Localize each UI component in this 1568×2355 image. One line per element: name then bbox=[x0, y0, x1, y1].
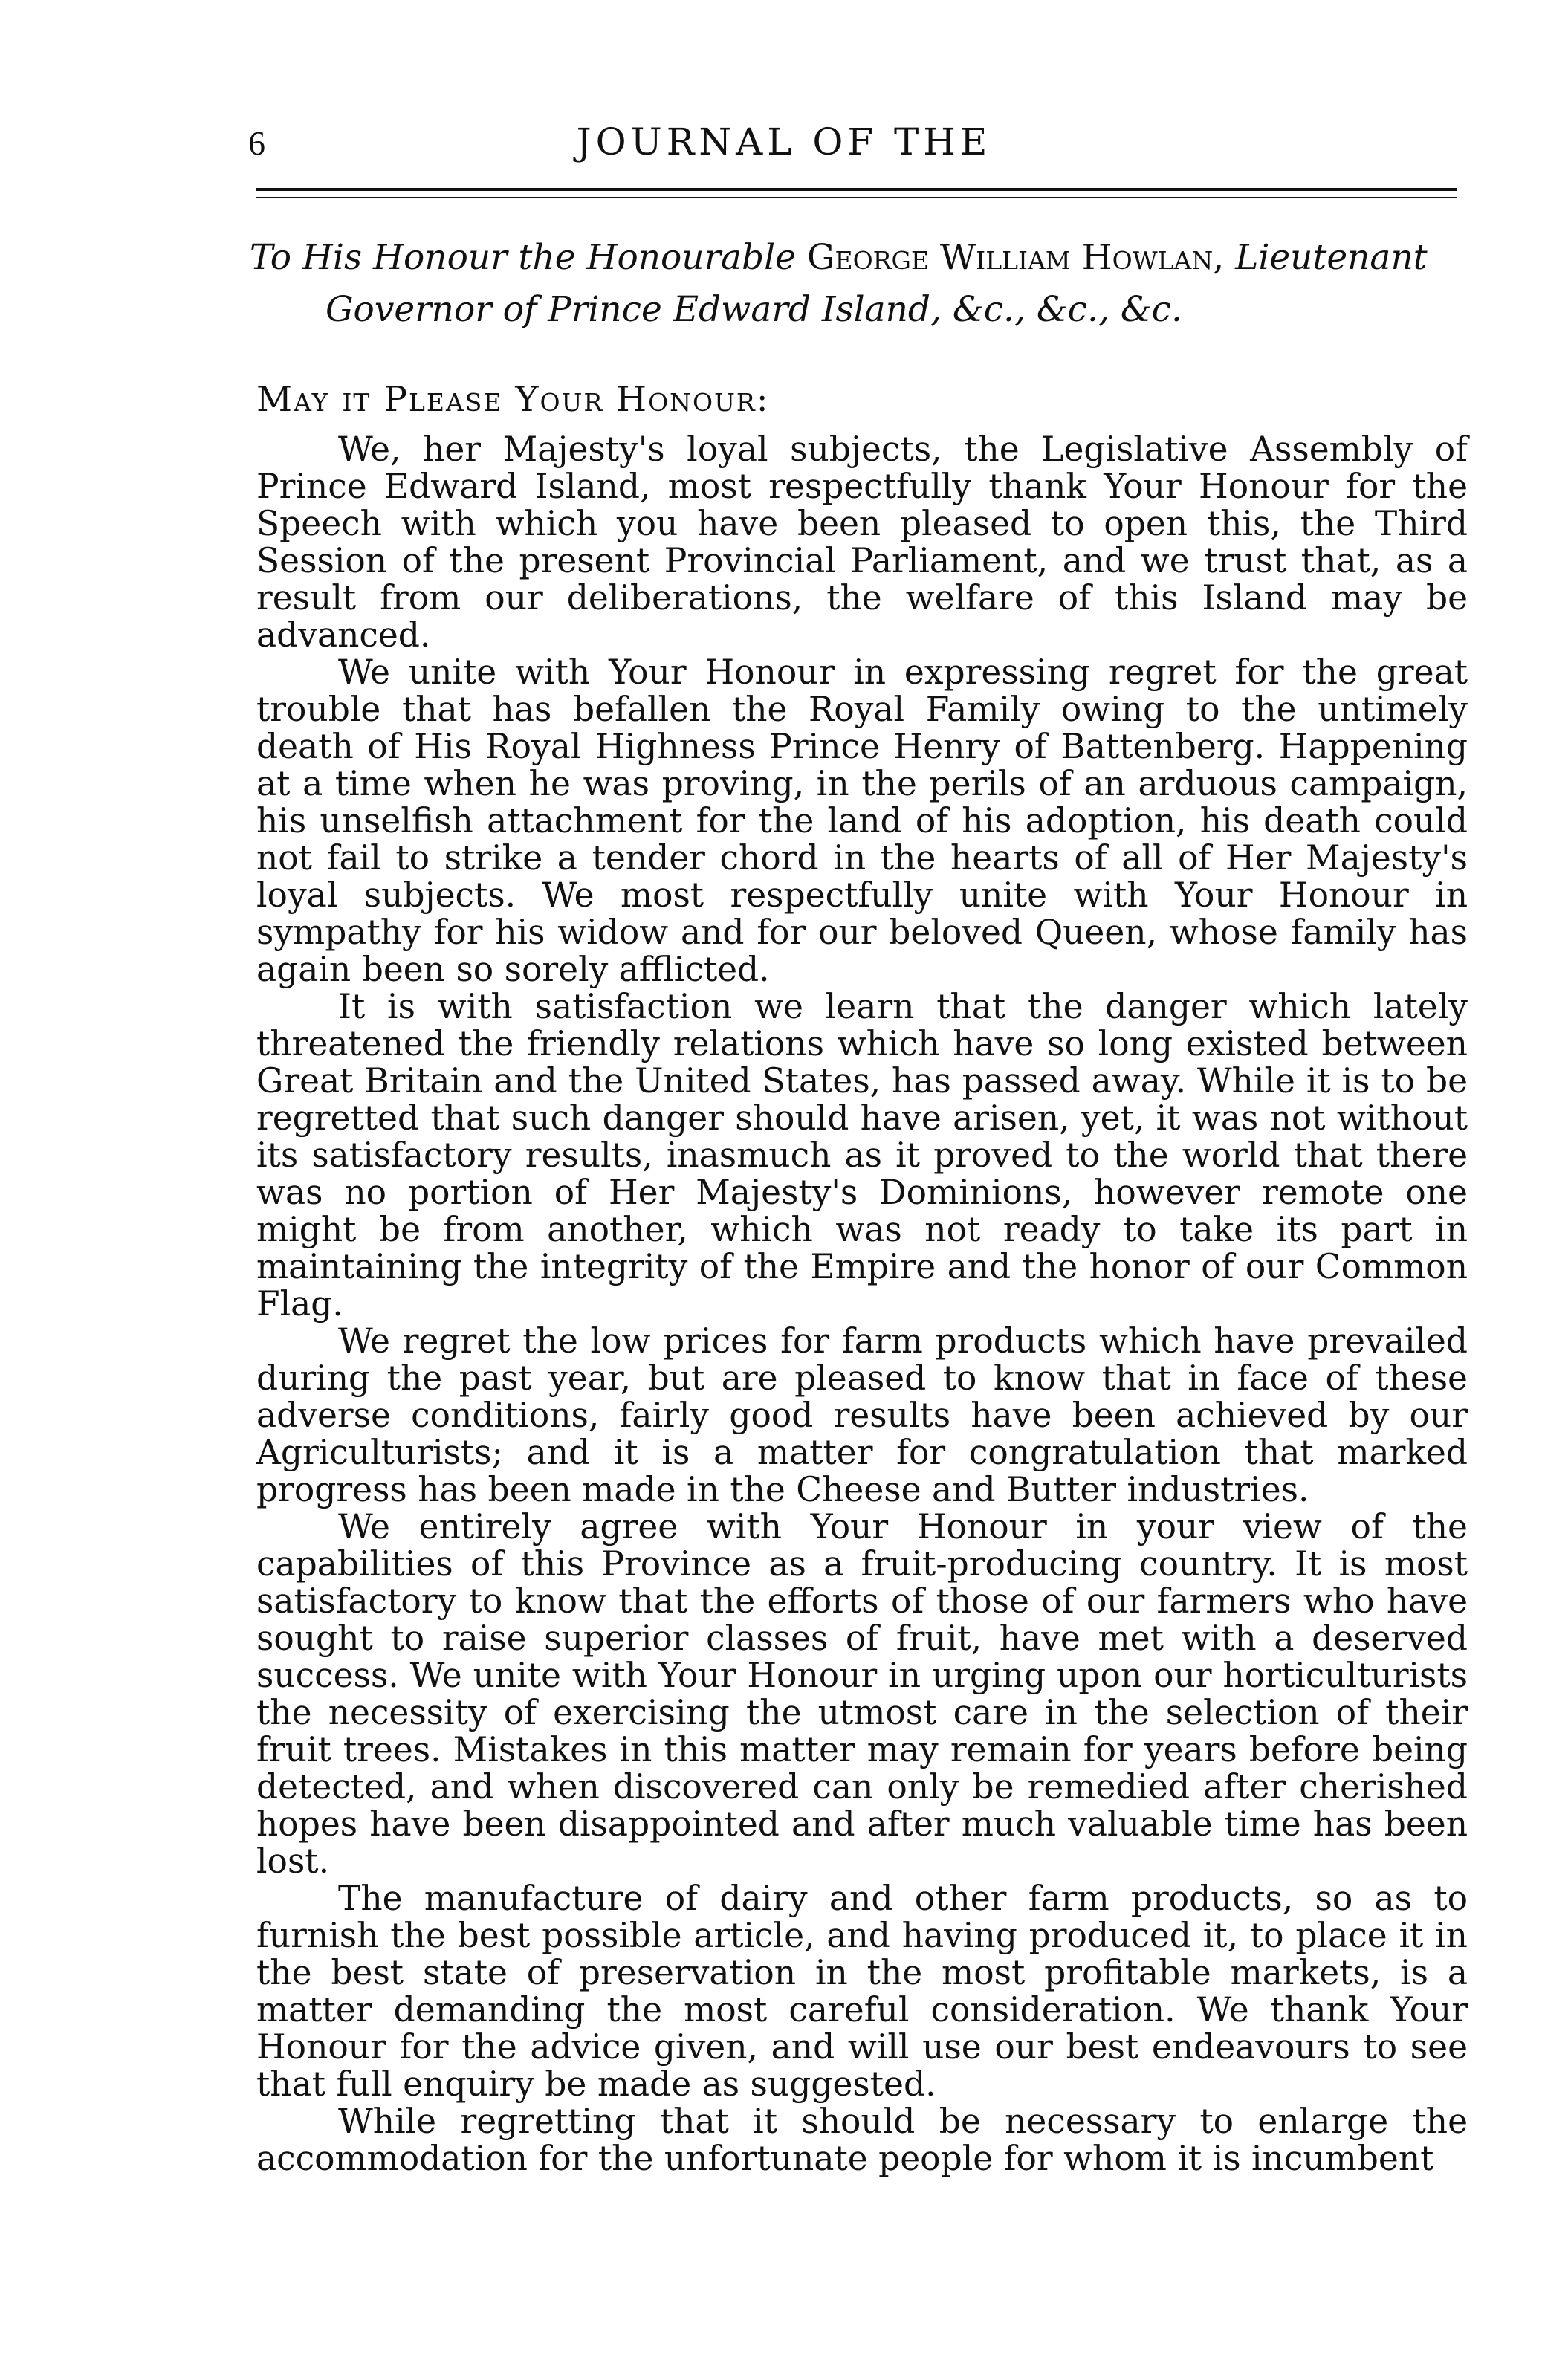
paragraph: The manufacture of dairy and other farm products, so as to furnish the best possible article, and having produced it, to place it in the best state of preservation in the most profitable markets, is a matter demanding the most careful consideration. We thank Your Honour for the advice given, and will use our best endeavours to see that full enquiry be made as suggested. bbox=[256, 1879, 1468, 2104]
address-name: George William Howlan, bbox=[806, 237, 1225, 278]
header-rule-secondary bbox=[256, 197, 1457, 198]
address-to: To His Honour the Honourable bbox=[250, 237, 796, 278]
paragraph: It is with satisfaction we learn that the danger which lately threatened the friendly relations which have so long existed between Great Britain and the United States, has passed away. While it is to be regretted that such danger should have arisen, yet, it was not without its satisfactory results, inasmuch as it proved to the world that there was no portion of Her Majesty's Dominions, however remote one might be from another, which was not ready to take its part in maintaining the integrity of the Empire and the honor of our Common Flag. bbox=[256, 987, 1468, 1324]
address-title-a: Lieutenant bbox=[1235, 237, 1428, 278]
paragraph: While regretting that it should be necessary to enlarge the accommodation for the unfortunate people for whom it is incumbent bbox=[256, 2102, 1468, 2178]
paragraph: We, her Majesty's loyal subjects, the Legislative Assembly of Prince Edward Island, most respectfully thank Your Honour for the Speech with which you have been pleased to open this, the Third Session of the present Provincial Parliament, and we trust that, as a result from our deliberations, the welfare of this Island may be advanced. bbox=[256, 430, 1468, 655]
address-block bbox=[250, 232, 1468, 336]
paragraph: We entirely agree with Your Honour in your view of the capabilities of this Province as a fruit-producing country. It is most satisfactory to know that the efforts of those of our farmers who have sought to raise superior classes of fruit, have met with a deserved success. We unite with Your Honour in urging upon our horticulturists the necessity of exercising the utmost care in the selection of their fruit trees. Mistakes in this matter may remain for years before being detected, and when discovered can only be remedied after cherished hopes have been disappointed and after much valuable time has been lost. bbox=[256, 1507, 1468, 1881]
opening-line: May it Please Your Honour: bbox=[256, 379, 770, 420]
paragraph: We regret the low prices for farm products which have prevailed during the past year, but are pleased to know that in face of these adverse conditions, fairly good results have been achieved by our Agriculturists; and it is a matter for congratulation that marked progress has been made in the Cheese and Butter industries. bbox=[256, 1321, 1468, 1509]
reply-text bbox=[256, 431, 1468, 2177]
running-head: JOURNAL OF THE bbox=[576, 120, 992, 163]
header-rule bbox=[256, 188, 1457, 191]
paragraph: We unite with Your Honour in expressing regret for the great trouble that has befallen the Royal Family owing to the untimely death of His Royal Highness Prince Henry of Battenberg. Happening at a time when he was proving, in the perils of an arduous campaign, his unselfish attachment for the land of his adoption, his death could not fail to strike a tender chord in the hearts of all of Her Majesty's loyal subjects. We most respectfully unite with Your Honour in sympathy for his widow and for our beloved Queen, whose family has again been so sorely afflicted. bbox=[256, 652, 1468, 989]
address-title-b: Governor of Prince Edward Island, &c., &c., &c. bbox=[325, 289, 1182, 330]
page-number: 6 bbox=[248, 124, 265, 162]
